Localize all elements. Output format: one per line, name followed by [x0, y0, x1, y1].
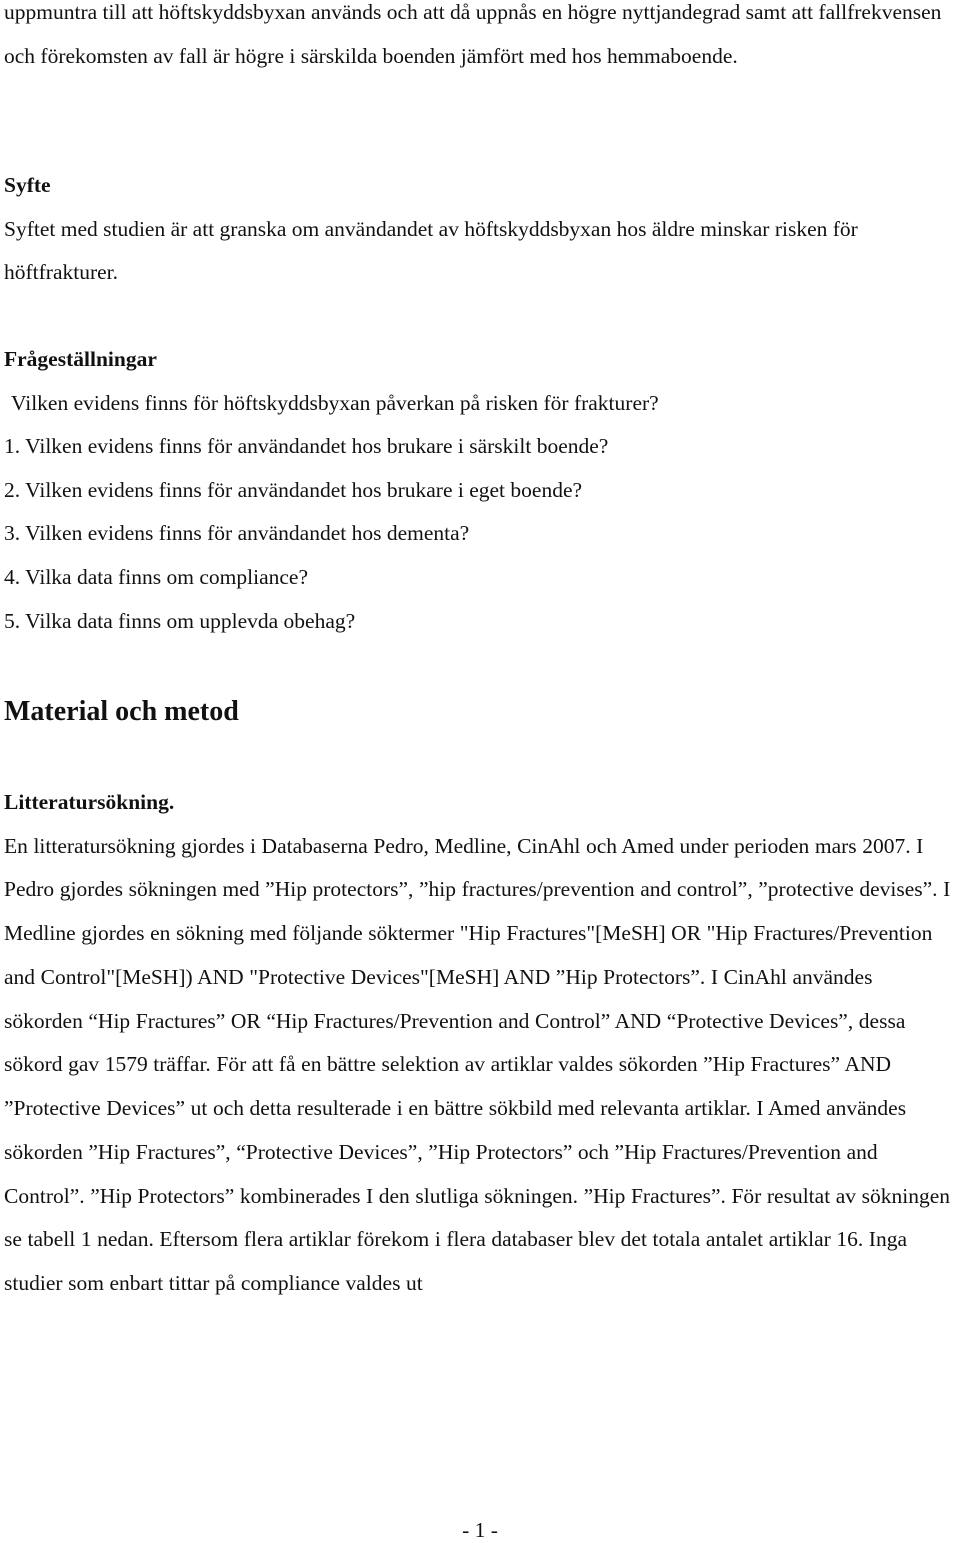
- question-item: 2. Vilken evidens finns för användandet hos brukare i eget boende?: [4, 477, 583, 502]
- litteratursokning-section: [4, 781, 956, 1306]
- question-item: 4. Vilka data finns om compliance?: [4, 564, 309, 589]
- question-lead: Vilken evidens finns för höftskyddsbyxan påverkan på risken för frakturer?: [11, 390, 659, 415]
- litteratursokning-paragraph: En litteratursökning gjordes i Databaserna Pedro, Medline, CinAhl och Amed under perioden mars 2007. I Pedro gjordes sökningen med ”Hip protectors”, ”hip fractures/prevention and control”, ”protective devises”. I Medline gjordes en sökning med följande söktermer "Hip Fractures"[MeSH] OR "Hip Fractures/Prevention and Control"[MeSH]) AND "Protective Devices"[MeSH] AND ”Hip Protectors”. I CinAhl användes sökorden “Hip Fractures” OR “Hip Fractures/Prevention and Control” AND “Protective Devices”, dessa sökord gav 1579 träffar. För att få en bättre selektion av artiklar valdes sökorden ”Hip Fractures” AND ”Protective Devices” ut och detta resulterade i en bättre sökbild med relevanta artiklar. I Amed användes sökorden ”Hip Fractures”, “Protective Devices”, ”Hip Protectors” och ”Hip Fractures/Prevention and Control”. ”Hip Protectors” kombinerades I den slutliga sökningen. ”Hip Fractures”. För resultat av sökningen se tabell 1 nedan. Eftersom flera artiklar förekom i flera databaser blev det totala antalet artiklar 16. Inga studier som enbart tittar på compliance valdes ut: [4, 833, 951, 1296]
- question-item: 3. Vilken evidens finns för användandet hos dementa?: [4, 521, 470, 546]
- material-och-metod-heading: Material och metod: [4, 696, 239, 727]
- syfte-heading: Syfte: [4, 173, 51, 197]
- question-item: 1. Vilken evidens finns för användandet hos brukare i särskilt boende?: [4, 434, 609, 459]
- question-item: 5. Vilka data finns om upplevda obehag?: [4, 608, 356, 633]
- intro-paragraph: uppmuntra till att höftskyddsbyxan används och att då uppnås en högre nyttjandegrad samt att fallfrekvensen och förekomsten av fall är högre i särskilda boenden jämfört med hos hemmaboende.: [4, 0, 942, 68]
- syfte-section: [4, 164, 956, 295]
- litteratursokning-heading: Litteratursökning.: [4, 790, 175, 814]
- page-number: - 1 -: [462, 1518, 498, 1542]
- syfte-paragraph: Syftet med studien är att granska om användandet av höftskyddsbyxan hos äldre minskar risken för höftfrakturer.: [4, 216, 858, 285]
- fragestallningar-section: [4, 338, 956, 643]
- fragestallningar-heading: Frågeställningar: [4, 347, 157, 371]
- question-list: [4, 382, 956, 644]
